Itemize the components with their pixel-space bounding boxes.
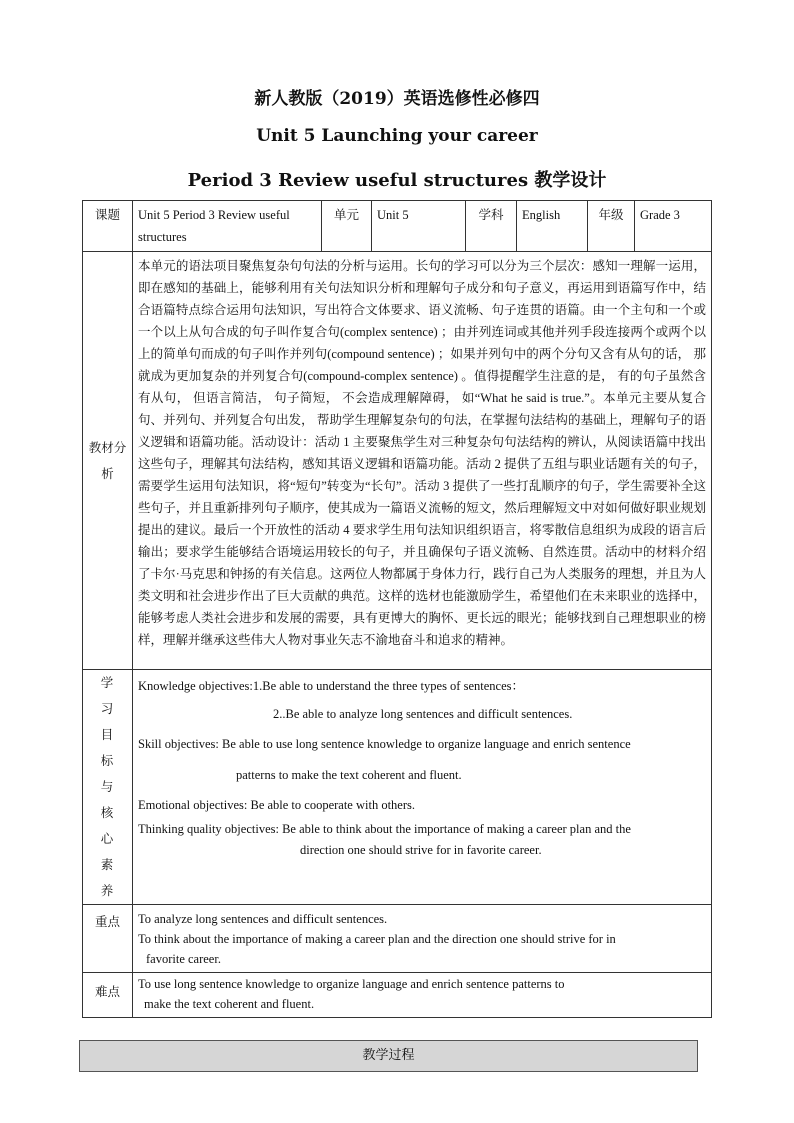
document-title: 新人教版（2019）英语选修性必修四 (254, 89, 540, 109)
key-point-1: To analyze long sentences and difficult sentences. (138, 912, 388, 926)
skill-objective-2: patterns to make the text coherent and fluent. (236, 768, 462, 782)
difficult-points-content (133, 973, 712, 1018)
key-points-label: 重点 (83, 905, 133, 973)
thinking-objective-1: Thinking quality objectives: Be able to think about the importance of making a career plan and the (138, 822, 631, 836)
teaching-process-header: 教学过程 (79, 1040, 698, 1072)
key-points-row (83, 905, 712, 973)
grade-label: 年级 (588, 201, 635, 252)
knowledge-objective-1: Knowledge objectives:1.Be able to understand the three types of sentences： (138, 679, 524, 693)
objectives-content (133, 670, 712, 905)
unit-value: Unit 5 (372, 201, 466, 252)
lesson-plan-table (82, 200, 712, 1018)
emotional-objective: Emotional objectives: Be able to cooperate with others. (138, 798, 416, 812)
difficult-point-1: To use long sentence knowledge to organize language and enrich sentence patterns to (138, 977, 565, 991)
difficult-points-label: 难点 (83, 973, 133, 1018)
thinking-objective-2: direction one should strive for in favorite career. (300, 843, 542, 857)
unit-title: Unit 5 Launching your career (256, 126, 538, 146)
subject-value: English (517, 201, 588, 252)
topic-value: Unit 5 Period 3 Review useful structures (133, 201, 322, 252)
objectives-label: 学习目标与核心素养 (83, 670, 133, 905)
period-title: Period 3 Review useful structures 教学设计 (187, 170, 607, 191)
topic-label: 课题 (83, 201, 133, 252)
analysis-row (83, 252, 712, 670)
difficult-point-2: make the text coherent and fluent. (144, 997, 315, 1011)
unit-label: 单元 (322, 201, 372, 252)
subject-label: 学科 (466, 201, 517, 252)
grade-value: Grade 3 (635, 201, 712, 252)
key-point-2: To think about the importance of making a career plan and the direction one should strive for in (138, 932, 616, 946)
objectives-row (83, 670, 712, 905)
analysis-label: 教材分析 (83, 252, 133, 670)
key-point-3: favorite career. (146, 952, 221, 966)
analysis-text: 本单元的语法项目聚焦复杂句句法的分析与运用。长句的学习可以分为三个层次：感知一理解一运用，即在感知的基础上，能够利用有关句法知识分析和理解句子成分和句子意义，再运用到语篇写作中，结合语篇特点综合运用句法知识，写出符合文体要求、语义流畅、句子连贯的语篇。由一个主句和一个或一个以上从句合成的句子叫作复合句(complex sentence) ；由并列连词或其他并列手段连接两个或两个以上的简单句而成的句子叫作并列句(compound sentence) ；如果并列句中的两个分句又含有从句的话， 那就成为更加复杂的并列复合句(compound-complex sentence) 。值得提醒学生注意的是， 有的句子虽然含有从句， 但语言简洁， 句子简短， 不会造成理解障碍， 如“What he said is true.”。本单元主要从复合句、并列句、并列复合句出发， 帮助学生理解复杂句的句法，在掌握句法结构的基础上，理解句子的语义逻辑和语篇功能。活动设计：活动 1 主要聚焦学生对三种复杂句句法结构的辨认，从阅读语篇中找出这些句子，理解其句法结构，感知其语义逻辑和语篇功能。活动 2 提供了五组与职业话题有关的句子，需要学生运用句法知识，将“短句”转变为“长句”。活动 3 提供了一些打乱顺序的句子，学生需要补全这些句子，并且重新排列句子顺序，使其成为一篇语义流畅的短文，然后理解短文中对如何做好职业规划提出的建议。最后一个开放性的活动 4 要求学生用句法知识组织语言，将零散信息组织为成段的语言后输出；要求学生能够结合语境运用较长的句子，并且确保句子语义流畅、自然连贯。活动中的材料介绍了卡尔·马克思和钟扬的有关信息。这两位人物都属于身体力行，践行自己为人类服务的理想，并且为人类文明和社会进步作出了巨大贡献的典范。这样的选材也能激励学生，希望他们在未来职业的选择中，能够考虑人类社会进步和发展的需要，具有更博大的胸怀、更长远的眼光；能够找到自己理想职业的榜样，理解并继承这些伟大人物对事业矢志不渝地奋斗和追求的精神。 (133, 252, 712, 670)
key-points-content (133, 905, 712, 973)
difficult-points-row (83, 973, 712, 1018)
knowledge-objective-2: 2..Be able to analyze long sentences and difficult sentences. (273, 707, 573, 721)
skill-objective-1: Skill objectives: Be able to use long sentence knowledge to organize language and enrich sentence (138, 737, 631, 751)
header-row (83, 201, 712, 252)
